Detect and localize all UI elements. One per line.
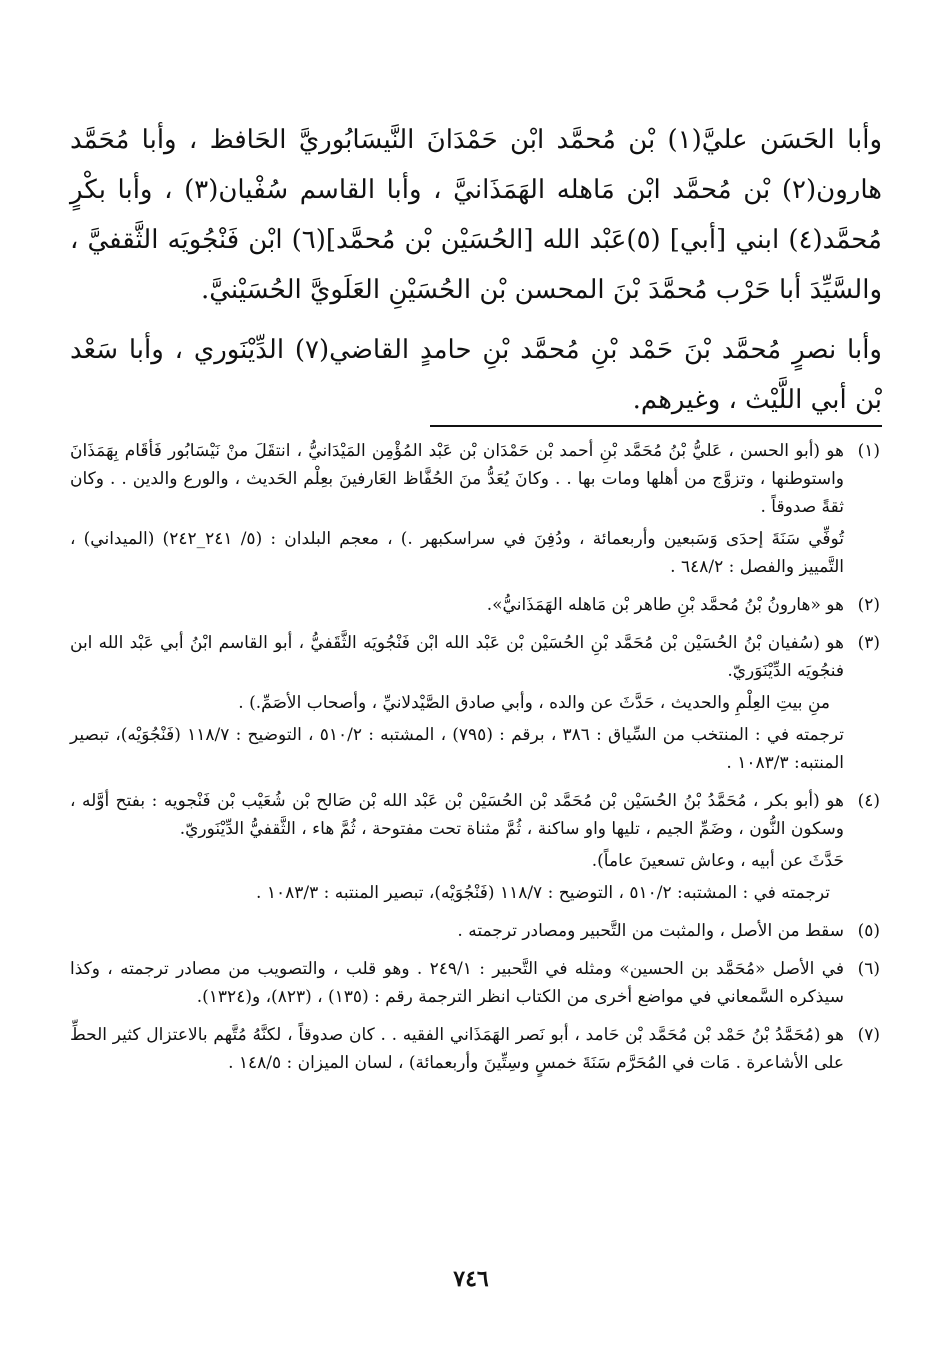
footnote-paragraph: سقط من الأصل ، والمثبت من التَّحبير ومصادر ترجمته .	[457, 921, 844, 941]
main-text	[70, 115, 882, 425]
footnote-1	[70, 437, 880, 585]
footnote-paragraph: هو (سُفيان بْنُ الحُسَيْن بْن مُحَمَّد بْنِ الحُسَيْن بْن عَبْد الله ابْن فَنْجُويَه الثَّقَفيُّ ، أبو القاسم ابْنُ أبي عَبْد الله ابن فنجُويَه الدِّيْنَوَريّ.	[70, 633, 844, 681]
footnote-paragraph: تُوفِّي سَنَةَ إحدَى وَسَبعين وأربعمائة ، ودُفِنَ في سراسكبهر .) ، معجم البلدان : (٥/ ٢٤١_٢٤٢) (الميداني) ، التَّمييز والفصل : ٦٤٨/٢ .	[70, 529, 844, 577]
footnote-7	[70, 1021, 880, 1081]
footnote-body	[70, 437, 844, 585]
footnote-4	[70, 787, 880, 911]
footnote-paragraph: هو (مُحَمَّدُ بْنُ حَمْد بْن مُحَمَّد بْن حَامد ، أبو نَصر الهَمَذَاني الفقيه . . كان صدوقاً ، لكنَّهُ مُتَّهم بالاعتزال كثير الحطِّ على الأشاعرة . مَات في المُحَرَّم سَنَةَ خمسٍ وسِتِّينَ وأربعمائة) ، لسان الميزان : ١٤٨/٥ .	[70, 1025, 844, 1073]
footnote-number: (٣)	[857, 633, 880, 653]
main-paragraph-2: وأبا نصرٍ مُحمَّد بْنَ حَمْد بْنِ مُحمَّد بْنِ حامدٍ القاضي(٧) الدِّيْنَوري ، وأبا سَعْد بْن أبي اللَّيْث ، وغيرهم.	[70, 335, 882, 415]
footnote-paragraph: ترجمته في : المنتخب من السِّياق : ٣٨٦ ، برقم : (٧٩٥) ، المشتبه : ٥١٠/٢ ، التوضيح : ١١٨/٧ (فَنْجُوَيْه)، تبصير المنتبه: ١٠٨٣/٣ .	[70, 725, 845, 773]
main-paragraph-1: وأبا الحَسَن عليَّ(١) بْن مُحمَّد ابْن حَمْدَانَ النَّيسَابُوريَّ الحَافظ ، وأبا مُحَمَّد هارون(٢) بْن مُحمَّد ابْن مَاهله الهَمَذَانيَّ ، وأبا القاسم سُفْيان(٣) ، وأبا بكْرٍ مُحمَّد(٤) ابني [أبي] (٥)عَبْد الله [الحُسَيْن بْن مُحمَّد](٦) ابْن فَنْجُويَه الثَّقفيَّ ، والسَّيِّدَ أبا حَرْب مُحمَّدَ بْنَ المحسن بْن الحُسَيْنِ العَلَويَّ الحُسَيْنيَّ.	[70, 125, 883, 305]
footnote-separator	[430, 425, 882, 427]
footnote-body	[70, 629, 844, 781]
page-number: ٧٤٦	[453, 1266, 489, 1292]
footnote-paragraph: منِ بيتِ العِلْمِ والحديث ، حَدَّثَ عن والده ، وأبي صادق الصَّيْدلانيِّ ، وأصحاب الأصَمِّ.) .	[238, 693, 830, 713]
footnote-number: (٥)	[857, 921, 880, 941]
footnote-number: (١)	[857, 441, 880, 461]
footnote-5	[70, 917, 880, 949]
footnote-paragraph: حَدَّثَ عن أبيه ، وعاش تسعينَ عاماً).	[591, 851, 844, 871]
footnote-number: (٦)	[857, 959, 880, 979]
footnote-number: (٢)	[857, 595, 880, 615]
footnote-body	[70, 917, 844, 949]
footnote-body	[70, 955, 844, 1015]
footnote-paragraph: في الأصل «مُحَمَّد بن الحسين» ومثله في التَّحبير : ٢٤٩/١ . وهو قلب ، والتصويب من مصادر ترجمته ، وكذا سيذكره السَّمعاني في مواضع أخرى من الكتاب انظر الترجمة رقم : (١٣٥) ، (٨٢٣)، و(١٣٢٤).	[70, 959, 844, 1007]
footnote-3	[70, 629, 880, 781]
footnote-body	[70, 787, 844, 911]
footnote-6	[70, 955, 880, 1015]
footnote-number: (٧)	[857, 1025, 880, 1045]
footnote-body	[70, 591, 844, 623]
footnote-paragraph: هو «هارونُ بْنُ مُحمَّد بْنِ طاهر بْن مَاهله الهَمَذَانيُّ».	[486, 595, 844, 615]
footnotes	[70, 437, 880, 1087]
footnote-body	[70, 1021, 844, 1081]
footnote-paragraph: هو (أبو بكر ، مُحَمَّدُ بْنُ الحُسَيْن بْن مُحَمَّد بْن الحُسَيْن بْن عَبْد الله بْن صَالح بْن شُعَيْب بْن فَنْجويه : بفتح أوَّله ، وسكون النُّون ، وضَمِّ الجيم ، تليها واو ساكنة ، ثُمَّ مثناة تحت مفتوحة ، ثُمَّ هاء ، الثَّقفيُّ الدِّيْنَوريّ.	[70, 791, 844, 839]
footnote-2	[70, 591, 880, 623]
footnote-number: (٤)	[857, 791, 880, 811]
footnote-paragraph: ترجمته في : المشتبه: ٥١٠/٢ ، التوضيح : ١١٨/٧ (فَنْجُوَيْه)، تبصير المنتبه : ١٠٨٣/٣ .	[256, 883, 830, 903]
footnote-paragraph: هو (أبو الحسن ، عَليُّ بْنُ مُحَمَّد بْنِ أحمد بْن حَمْدَان بْن عَبْد المُؤْمِن المَيْدَانيُّ ، انتقَلَ منْ نَيْسَابُور فَأقَام بِهَمَذَانَ واستوطنها ، وتزوَّج من أهلها ومات بها . . وكانَ يُعَدُّ منَ الحُفَّاظ العَارفينَ بعِلْم الحَديث ، والورع والدين . . وكان ثقةً صدوقاً .	[70, 441, 844, 517]
